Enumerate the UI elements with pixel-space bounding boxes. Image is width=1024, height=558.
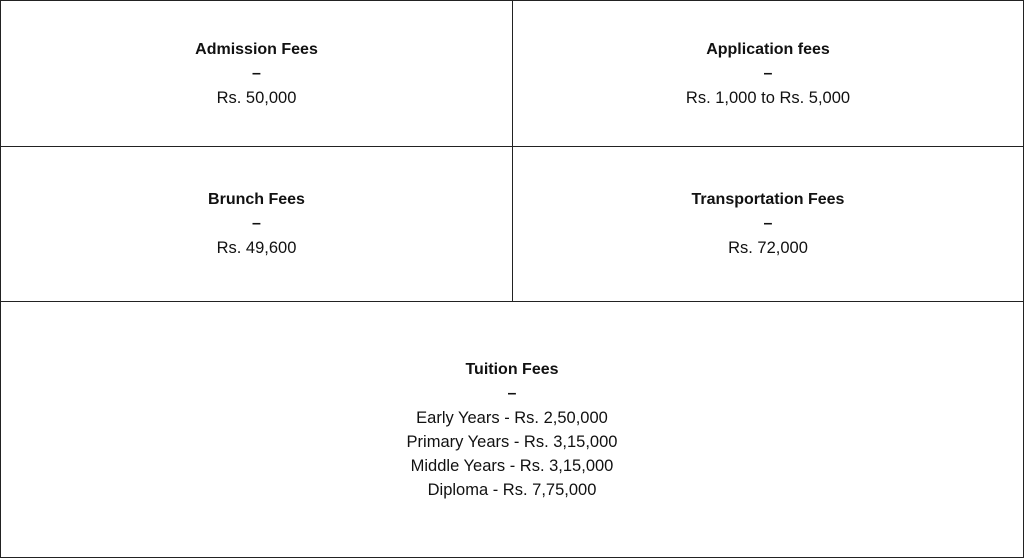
tuition-line-diploma: Diploma - Rs. 7,75,000 (427, 480, 597, 499)
admission-fees-title: Admission Fees (195, 40, 318, 58)
tuition-line-middle-years: Middle Years - Rs. 3,15,000 (410, 456, 614, 475)
transportation-fees-title: Transportation Fees (691, 191, 845, 208)
brunch-fees-value: Rs. 49,600 (216, 239, 297, 257)
brunch-fees-dash: – (252, 215, 261, 232)
transportation-fees-value: Rs. 72,000 (728, 239, 808, 257)
application-fees-cell (513, 1, 1023, 147)
application-fees-dash: – (763, 64, 773, 82)
brunch-fees-title: Brunch Fees (208, 191, 305, 208)
application-fees-title: Application fees (706, 40, 830, 58)
tuition-line-primary-years: Primary Years - Rs. 3,15,000 (406, 432, 618, 451)
tuition-fees-title: Tuition Fees (465, 360, 559, 378)
tuition-line-early-years: Early Years - Rs. 2,50,000 (416, 408, 608, 427)
transportation-fees-dash: – (763, 215, 773, 232)
admission-fees-dash: – (252, 64, 261, 82)
admission-fees-cell (1, 1, 513, 147)
tuition-fees-cell (1, 302, 1023, 557)
transportation-fees-cell (513, 147, 1023, 302)
application-fees-value: Rs. 1,000 to Rs. 5,000 (685, 88, 851, 107)
brunch-fees-cell (1, 147, 513, 302)
tuition-fees-list (407, 406, 618, 502)
admission-fees-value: Rs. 50,000 (216, 88, 297, 107)
tuition-fees-dash: – (507, 384, 517, 402)
